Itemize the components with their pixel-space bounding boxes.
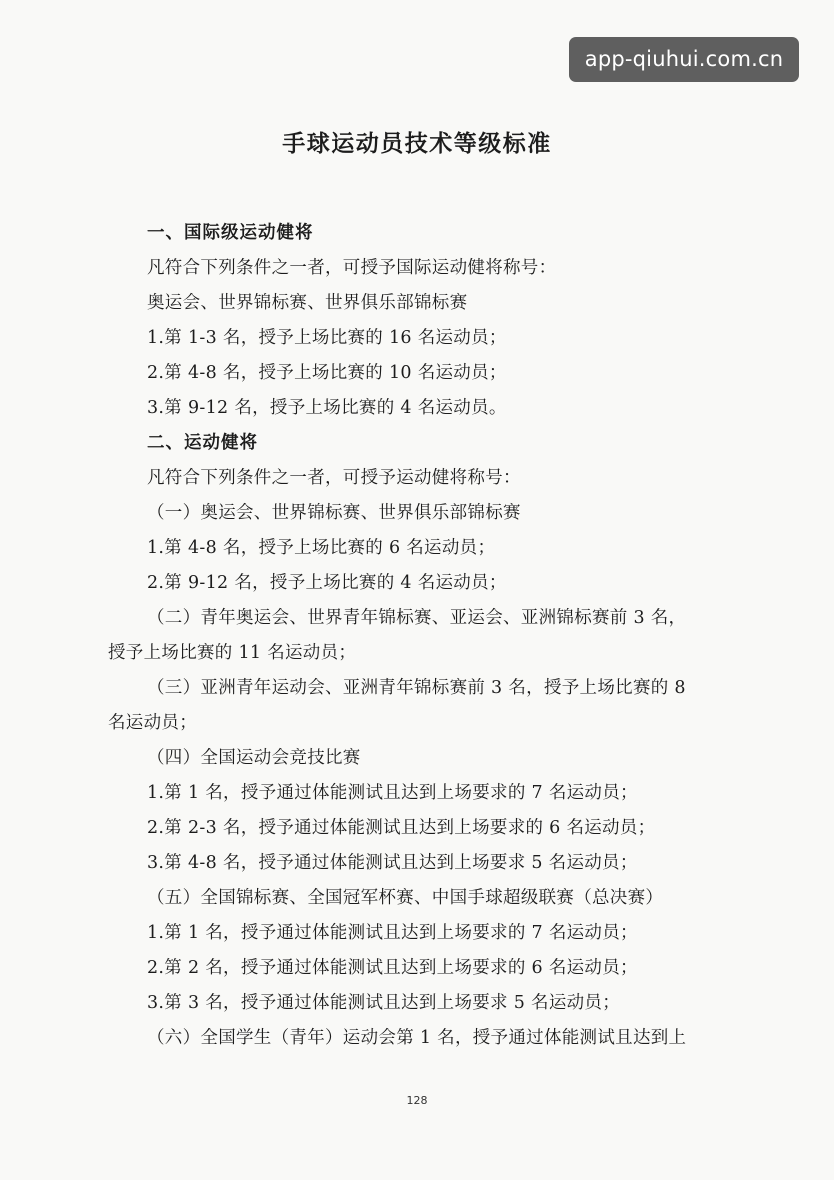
paragraph-continuation-line: 名运动员； [108, 713, 197, 733]
paragraph-line: 1.第 1-3 名，授予上场比赛的 16 名运动员； [147, 328, 507, 348]
paragraph-line: 2.第 2-3 名，授予通过体能测试且达到上场要求的 6 名运动员； [147, 818, 656, 838]
paragraph-line: 3.第 9-12 名，授予上场比赛的 4 名运动员。 [147, 398, 507, 418]
paragraph-line: （六）全国学生（青年）运动会第 1 名，授予通过体能测试且达到上 [147, 1028, 687, 1048]
paragraph-line: 2.第 4-8 名，授予上场比赛的 10 名运动员； [147, 363, 507, 383]
paragraph-line: 奥运会、世界锦标赛、世界俱乐部锦标赛 [147, 293, 468, 313]
paragraph-line: 1.第 4-8 名，授予上场比赛的 6 名运动员； [147, 538, 496, 558]
paragraph-line: （四）全国运动会竞技比赛 [147, 748, 361, 768]
paragraph-line: 凡符合下列条件之一者，可授予运动健将称号： [147, 468, 521, 488]
document-body [108, 216, 728, 1056]
paragraph-line: 2.第 9-12 名，授予上场比赛的 4 名运动员； [147, 573, 507, 593]
paragraph-line: 3.第 4-8 名，授予通过体能测试且达到上场要求 5 名运动员； [147, 853, 638, 873]
page-number: 128 [406, 1094, 428, 1107]
paragraph-line: 1.第 1 名，授予通过体能测试且达到上场要求的 7 名运动员； [147, 923, 638, 943]
paragraph-line: 2.第 2 名，授予通过体能测试且达到上场要求的 6 名运动员； [147, 958, 638, 978]
paragraph-continuation-line: 授予上场比赛的 11 名运动员； [108, 643, 357, 663]
paragraph-line: 1.第 1 名，授予通过体能测试且达到上场要求的 7 名运动员； [147, 783, 638, 803]
paragraph-line: （二）青年奥运会、世界青年锦标赛、亚运会、亚洲锦标赛前 3 名， [147, 608, 687, 628]
paragraph-line: （五）全国锦标赛、全国冠军杯赛、中国手球超级联赛（总决赛） [147, 888, 664, 908]
section-heading: 二、运动健将 [147, 433, 258, 453]
page-title: 手球运动员技术等级标准 [282, 131, 552, 157]
section-heading: 一、国际级运动健将 [147, 223, 314, 243]
paragraph-line: 3.第 3 名，授予通过体能测试且达到上场要求 5 名运动员； [147, 993, 621, 1013]
watermark-badge: app-qiuhui.com.cn [569, 37, 799, 82]
paragraph-line: （三）亚洲青年运动会、亚洲青年锦标赛前 3 名，授予上场比赛的 8 [147, 678, 686, 698]
paragraph-line: 凡符合下列条件之一者，可授予国际运动健将称号： [147, 258, 557, 278]
paragraph-line: （一）奥运会、世界锦标赛、世界俱乐部锦标赛 [147, 503, 521, 523]
